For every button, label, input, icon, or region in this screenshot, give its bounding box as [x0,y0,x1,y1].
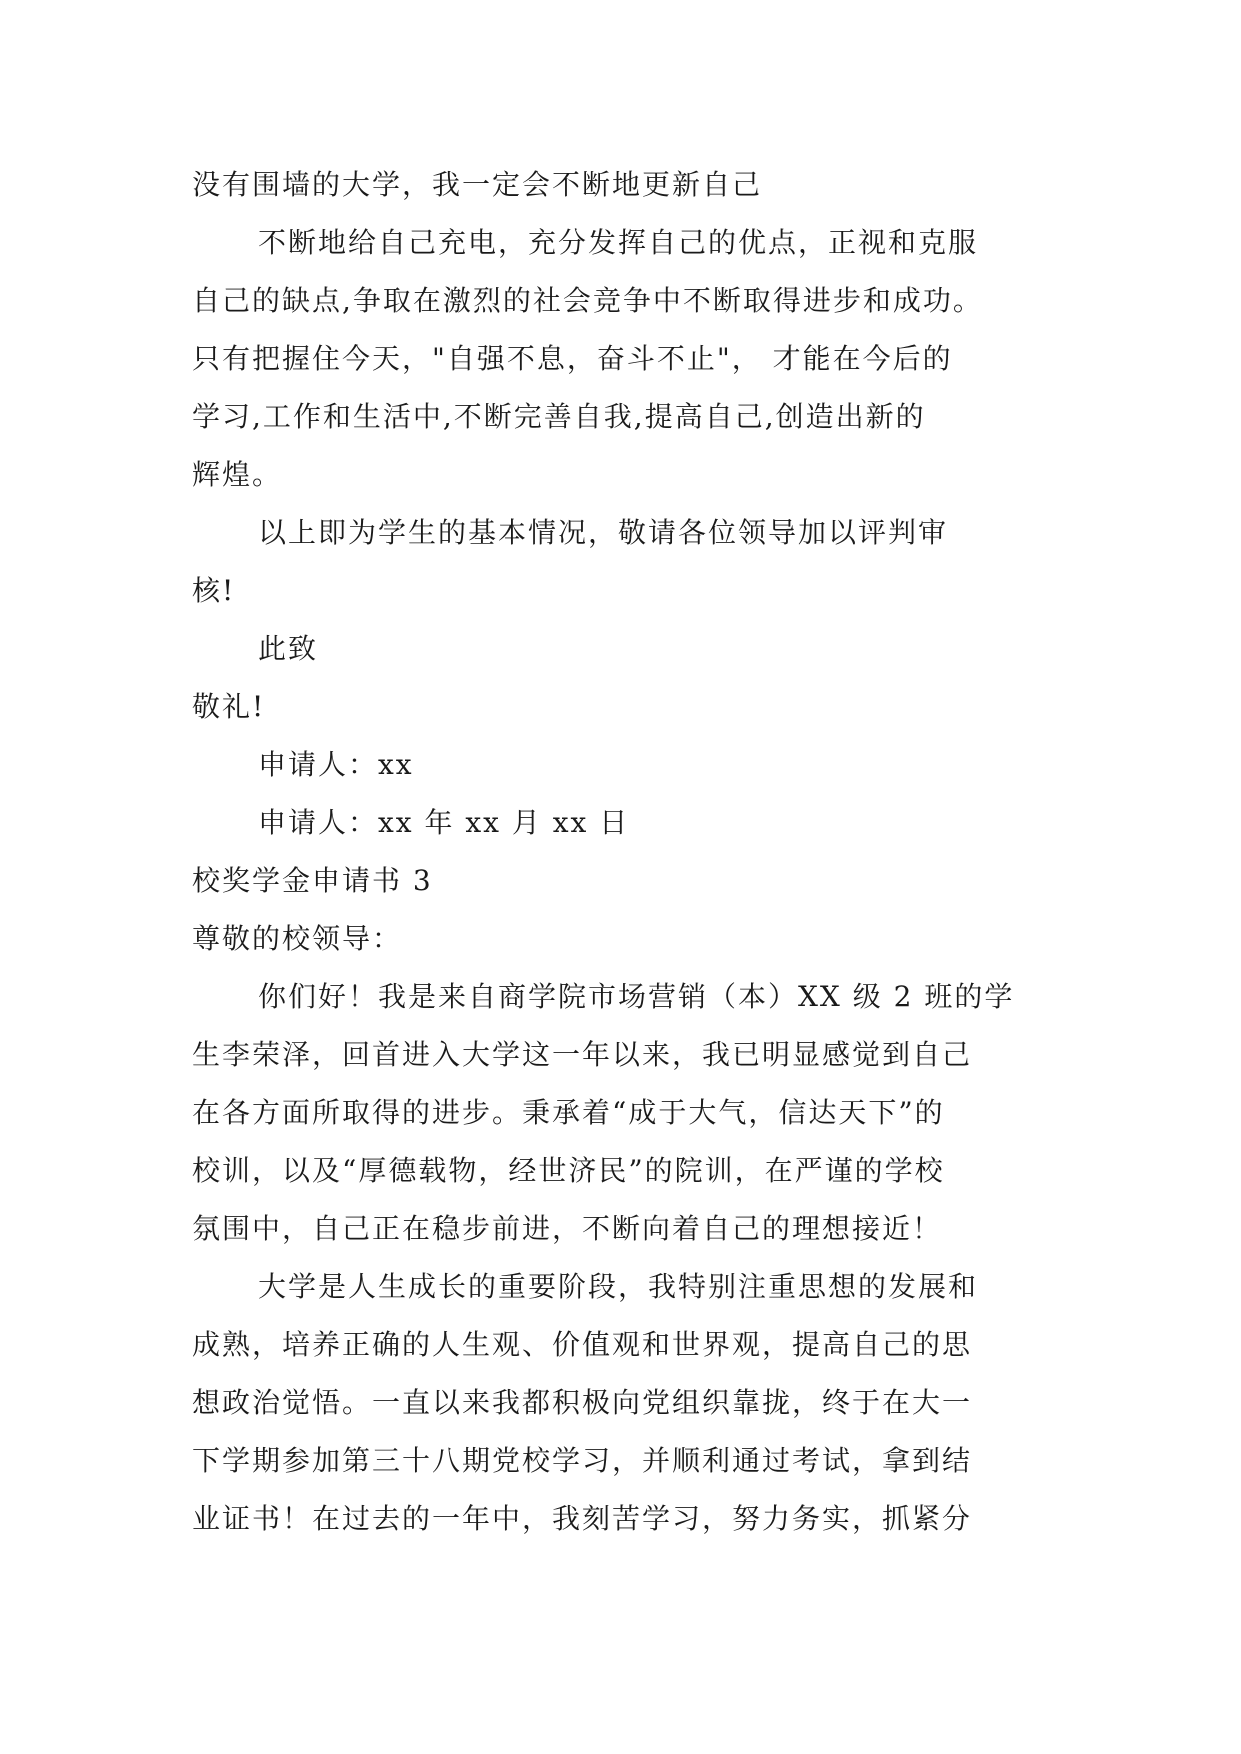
applicant-name: 申请人：xx [258,748,414,781]
text-line: 你们好！我是来自商学院市场营销（本）XX 级 2 班的学 [258,980,1015,1013]
closing-regards: 敬礼! [192,690,266,723]
applicant-date: 申请人：xx 年 xx 月 xx 日 [258,806,630,839]
text-line: 想政治觉悟。一直以来我都积极向党组织靠拢，终于在大一 [192,1386,973,1419]
greeting: 尊敬的校领导： [192,922,403,955]
text-line: 大学是人生成长的重要阶段，我特别注重思想的发展和 [258,1270,979,1303]
text-line: 辉煌。 [192,458,283,491]
text-line: 学习,工作和生活中,不断完善自我,提高自己,创造出新的 [192,400,926,433]
text-line: 成熟，培养正确的人生观、价值观和世界观，提高自己的思 [192,1328,973,1361]
text-line: 业证书！在过去的一年中，我刻苦学习，努力务实，抓紧分 [192,1502,973,1535]
text-line: 氛围中，自己正在稳步前进，不断向着自己的理想接近！ [192,1212,943,1245]
text-line: 核! [192,574,236,607]
text-line: 只有把握住今天，"自强不息，奋斗不止"， 才能在今后的 [192,342,953,375]
text-line: 以上即为学生的基本情况，敬请各位领导加以评判审 [258,516,949,549]
text-line: 自己的缺点,争取在激烈的社会竞争中不断取得进步和成功。 [192,284,983,317]
text-line: 生李荣泽，回首进入大学这一年以来，我已明显感觉到自己 [192,1038,973,1071]
closing-salutation: 此致 [258,632,319,665]
text-line: 下学期参加第三十八期党校学习，并顺利通过考试，拿到结 [192,1444,973,1477]
section-title: 校奖学金申请书 3 [192,864,433,897]
text-line: 不断地给自己充电，充分发挥自己的优点，正视和克服 [258,226,979,259]
text-line: 在各方面所取得的进步。秉承着“成于大气，信达天下”的 [192,1096,945,1129]
text-line: 校训，以及“厚德载物，经世济民”的院训，在严谨的学校 [192,1154,945,1187]
text-line: 没有围墙的大学，我一定会不断地更新自己 [192,168,763,201]
